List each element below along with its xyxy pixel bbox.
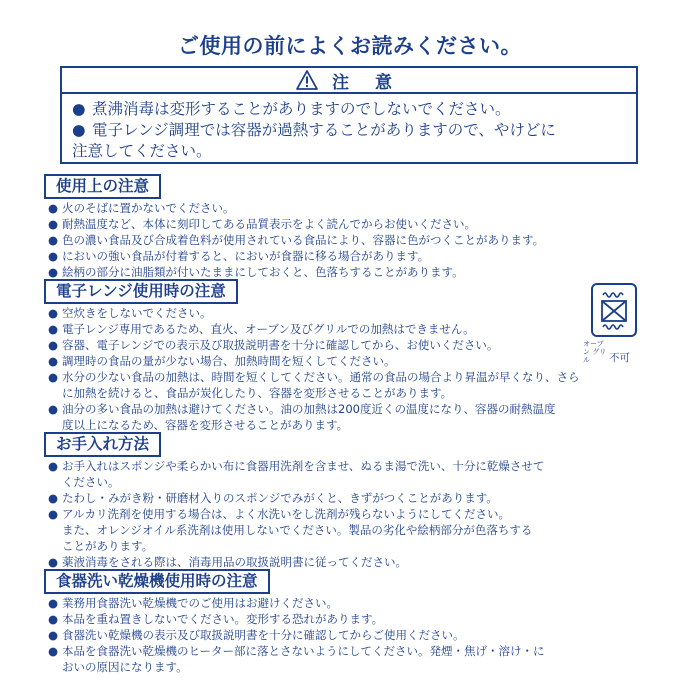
section-heading-usage: 使用上の注意: [44, 174, 161, 199]
bullet-icon: ●: [48, 628, 59, 642]
list-item-cont: ください。: [62, 475, 120, 489]
caution-item: ● 電子レンジ調理では容器が過熱することがありますので、やけどに: [72, 121, 556, 139]
list-item-cont: また、オレンジオイル系洗剤は使用しないでください。製品の劣化や絵柄部分が色落ちする: [62, 523, 533, 537]
list-item: ● 空炊きをしないでください。: [48, 306, 212, 320]
section-list-usage: [48, 200, 658, 280]
bullet-icon: ●: [48, 265, 59, 279]
caution-header: [62, 68, 636, 94]
bullet-icon: ●: [48, 217, 59, 231]
microwave-frame: [591, 283, 637, 337]
bullet-icon: ●: [72, 100, 86, 118]
bullet-icon: ●: [48, 249, 59, 263]
bullet-icon: ●: [48, 233, 59, 247]
bullet-icon: ●: [48, 507, 59, 521]
caution-item-cont: 注意してください。: [72, 142, 212, 160]
caution-item: ● 煮沸消毒は変形することがありますのでしないでください。: [72, 100, 511, 118]
section-heading-care: お手入れ方法: [44, 432, 161, 457]
list-item-cont: ことがあります。: [62, 539, 154, 553]
list-item-cont: 度以上になるため、容器を変形させることがあります。: [62, 418, 349, 432]
section-heading-microwave: 電子レンジ使用時の注意: [44, 279, 238, 304]
list-item-cont: に加熱を続けると、食品が炭化したり、容器を変形させることがあります。: [62, 386, 453, 400]
list-item: ● 電子レンジ専用であるため、直火、オーブン及びグリルでの加熱はできません。: [48, 322, 475, 336]
list-item: ● 本品を食器洗い乾燥機のヒーター部に落とさないようにしてください。発煙・焦げ・溶け・に: [48, 644, 545, 658]
list-item: ● 薬液消毒をされる際は、消毒用品の取扱説明書に従ってください。: [48, 555, 407, 569]
list-item: ● お手入れはスポンジや柔らかい布に食器用洗剤を含ませ、ぬるま湯で洗い、十分に乾燥させて: [48, 459, 545, 473]
list-item: ● 水分の少ない食品の加熱は、時間を短くしてください。通常の食品の場合より昇温が早くなり、さら: [48, 370, 580, 384]
list-item: ● 色の濃い食品及び合成着色料が使用されている食品により、容器に色がつくことがあります。: [48, 233, 545, 247]
bullet-icon: ●: [48, 491, 59, 505]
caution-box: [60, 66, 638, 164]
bullet-icon: ●: [48, 370, 59, 384]
caution-heading: 注 意: [332, 72, 402, 93]
list-item: ● 調理時の食品の量が少ない場合、加熱時間を短くしてください。: [48, 354, 396, 368]
list-item: ● 火のそばに置かないでください。: [48, 201, 235, 215]
bullet-icon: ●: [48, 338, 59, 352]
list-item: ● においの強い食品が付着すると、においが食器に移る場合があります。: [48, 249, 430, 263]
bullet-icon: ●: [48, 201, 59, 215]
section-list-care: [48, 458, 658, 570]
list-item: ● 業務用食器洗い乾燥機でのご使用はお避けください。: [48, 596, 338, 610]
section-list-microwave: [48, 305, 578, 369]
bullet-icon: ●: [72, 121, 86, 139]
no-oven-grill-icon: [593, 285, 635, 335]
page-title: ご使用の前によくお読みください。: [178, 34, 522, 58]
list-item: ● 絵柄の部分に油脂類が付いたままにしておくと、色落ちすることがあります。: [48, 265, 464, 279]
bullet-icon: ●: [48, 459, 59, 473]
microwave-label: オーブン グリル 不可: [583, 340, 630, 364]
bullet-icon: ●: [48, 402, 59, 416]
warning-triangle-icon: [296, 70, 318, 90]
bullet-icon: ●: [48, 555, 59, 569]
no-oven-grill-badge: [583, 283, 645, 363]
list-item: ● 本品を重ね置きしないでください。変形する恐れがあります。: [48, 612, 384, 626]
bullet-icon: ●: [48, 644, 59, 658]
bullet-icon: ●: [48, 612, 59, 626]
list-item: ● 耐熱温度など、本体に刻印してある品質表示をよく読んでからお使いください。: [48, 217, 476, 231]
caution-body: [62, 94, 636, 162]
bullet-icon: ●: [48, 596, 59, 610]
section-list-microwave-wide: [48, 369, 658, 433]
list-item: ● たわし・みがき粉・研磨材入りのスポンジでみがくと、きずがつくことがあります。: [48, 491, 498, 505]
list-item: ● 油分の多い食品の加熱は避けてください。油の加熱は200度近くの温度になり、容器の耐熱温度: [48, 402, 556, 416]
list-item: ● 容器、電子レンジでの表示及び取扱説明書を十分に確認してから、お使いください。: [48, 338, 499, 352]
bullet-icon: ●: [48, 322, 59, 336]
bullet-icon: ●: [48, 306, 59, 320]
list-item-cont: おいの原因になります。: [62, 660, 188, 674]
bullet-icon: ●: [48, 354, 59, 368]
list-item: ● 食器洗い乾燥機の表示及び取扱説明書を十分に確認してからご使用ください。: [48, 628, 465, 642]
list-item: ● アルカリ洗剤を使用する場合は、よく水洗いをし洗剤が残らないようにしてください。: [48, 507, 511, 521]
section-heading-dishwasher: 食器洗い乾燥機使用時の注意: [44, 569, 270, 594]
section-list-dishwasher: [48, 595, 658, 675]
